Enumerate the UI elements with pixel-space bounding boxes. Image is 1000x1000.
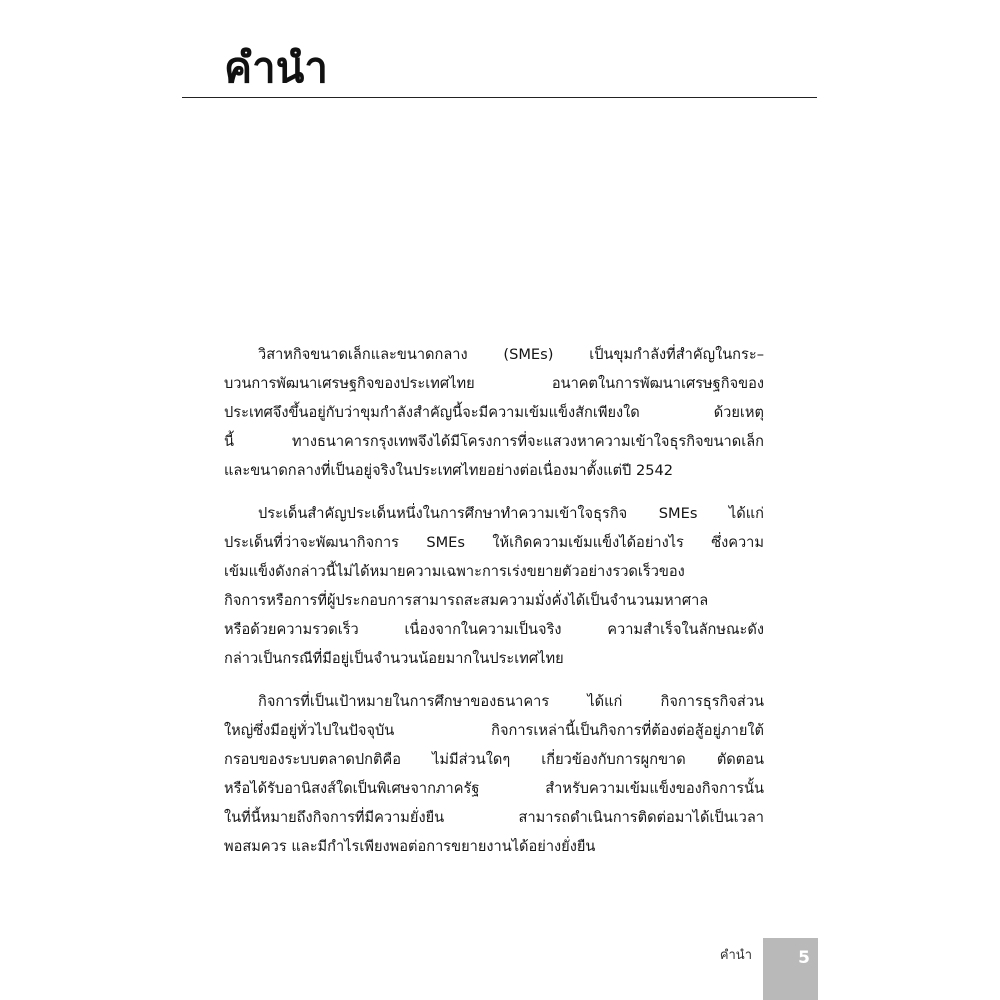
paragraph-line: นี้ ทางธนาคารกรุงเทพจึงได้มีโครงการที่จะแสวงหาความเข้าใจธุรกิจขนาดเล็ก	[224, 433, 764, 450]
paragraph-line: ประเทศจึงขึ้นอยู่กับว่าขุมกำลังสำคัญนี้จะมีความเข้มแข็งสักเพียงใด ด้วยเหตุ	[224, 404, 764, 421]
paragraph-line: บวนการพัฒนาเศรษฐกิจของประเทศไทย อนาคตในการพัฒนาเศรษฐกิจของ	[224, 375, 764, 392]
paragraph-line: ใหญ่ซึ่งมีอยู่ทั่วไปในปัจจุบัน กิจการเหล่านี้เป็นกิจการที่ต้องต่อสู้อยู่ภายใต้	[224, 722, 764, 739]
paragraph-line: กิจการที่เป็นเป้าหมายในการศึกษาของธนาคาร ได้แก่ กิจการธุรกิจส่วน	[258, 693, 764, 710]
paragraph-line: ในที่นี้หมายถึงกิจการที่มีความยั่งยืน สามารถดำเนินการติดต่อมาได้เป็นเวลา	[224, 809, 764, 826]
paragraph-line: ประเด็นสำคัญประเด็นหนึ่งในการศึกษาทำความเข้าใจธุรกิจ SMEs ได้แก่	[258, 505, 764, 522]
paragraph-line: และขนาดกลางที่เป็นอยู่จริงในประเทศไทยอย่างต่อเนื่องมาตั้งแต่ปี 2542	[224, 462, 674, 479]
paragraph-line: เข้มแข็งดังกล่าวนี้ไม่ได้หมายความเฉพาะการเร่งขยายตัวอย่างรวดเร็วของ	[224, 563, 685, 580]
paragraph-line: หรือได้รับอานิสงส์ใดเป็นพิเศษจากภาครัฐ สำหรับความเข้มแข็งของกิจการนั้น	[224, 780, 764, 797]
paragraph-1	[224, 340, 764, 485]
paragraph-2	[224, 499, 764, 673]
paragraph-line: กิจการหรือการที่ผู้ประกอบการสามารถสะสมความมั่งคั่งได้เป็นจำนวนมหาศาล	[224, 592, 709, 609]
body-text	[224, 340, 764, 875]
title-divider	[182, 97, 817, 98]
paragraph-line: กรอบของระบบตลาดปกติคือ ไม่มีส่วนใดๆ เกี่ยวข้องกับการผูกขาด ตัดตอน	[224, 751, 764, 768]
paragraph-line: หรือด้วยความรวดเร็ว เนื่องจากในความเป็นจริง ความสำเร็จในลักษณะดัง	[224, 621, 764, 638]
page-number: 5	[798, 948, 810, 968]
paragraph-line: วิสาหกิจขนาดเล็กและขนาดกลาง (SMEs) เป็นขุมกำลังที่สำคัญในกระ–	[258, 346, 764, 363]
page-number-tab	[763, 938, 818, 1000]
paragraph-line: กล่าวเป็นกรณีที่มีอยู่เป็นจำนวนน้อยมากในประเทศไทย	[224, 650, 564, 667]
page-title: คำนำ	[224, 43, 328, 92]
paragraph-line: พอสมควร และมีกำไรเพียงพอต่อการขยายงานได้อย่างยั่งยืน	[224, 838, 596, 855]
footer-section-label: คำนำ	[719, 948, 752, 963]
paragraph-line: ประเด็นที่ว่าจะพัฒนากิจการ SMEs ให้เกิดความเข้มแข็งได้อย่างไร ซึ่งความ	[224, 534, 764, 551]
paragraph-3	[224, 687, 764, 861]
